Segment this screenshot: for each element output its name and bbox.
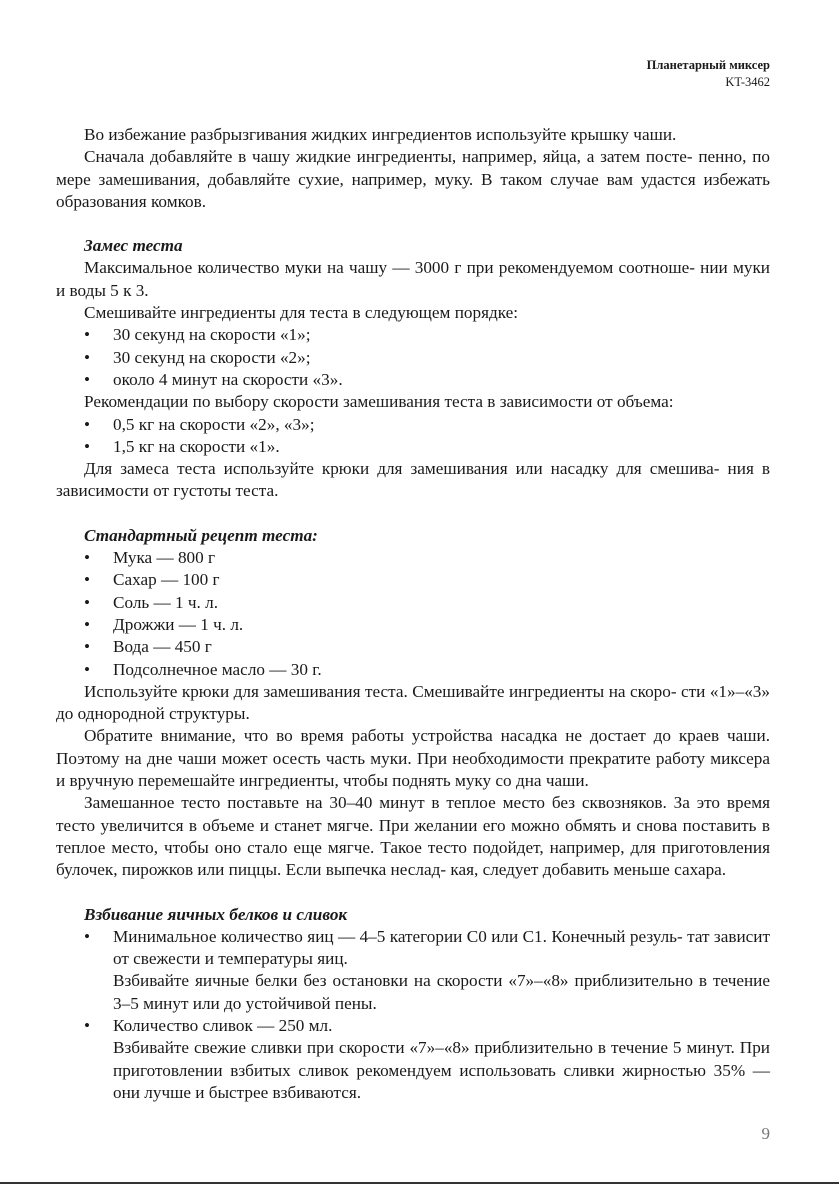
- dough-paragraph: Смешивайте ингредиенты для теста в следующем порядке:: [84, 303, 519, 323]
- dough-heading: Замес теста: [84, 236, 183, 256]
- recipe-paragraph: Замешанное тесто поставьте на 30–40 минут в теплое место без сквозняков. За это время тесто увеличится в объеме и станет мягче. При желании его можно обмять и снова поставить в теплое место, чтобы оно стало еще мягче. Такое тесто подойдет, например, для приготовления булочек, пирожков или пиццы. Если выпечка неслад- кая, следует добавить меньше сахара.: [56, 793, 770, 880]
- product-model: KT-3462: [725, 75, 770, 89]
- product-title: Планетарный миксер: [646, 58, 770, 72]
- dough-paragraph: Для замеса теста используйте крюки для замешивания или насадку для смешива- ния в зависимости от густоты теста.: [56, 459, 770, 501]
- list-item: • Подсолнечное масло — 30 г.: [84, 659, 322, 679]
- intro-paragraph: Во избежание разбрызгивания жидких ингредиентов используйте крышку чаши.: [84, 125, 677, 144]
- intro-paragraph: Сначала добавляйте в чашу жидкие ингредиенты, например, яйца, а затем посте- пенно, по мере замешивания, добавляйте сухие, например, муку. В таком случае вам удастся избежать образования комков.: [56, 147, 770, 211]
- list-item: • Минимальное количество яиц — 4–5 категории С0 или С1. Конечный резуль- тат зависит от свежести и температуры яиц. Взбивайте яичные белки без остановки на скорости «7»–«8» приблизительно в течение 3–5 минут или до устойчивой пены.: [84, 926, 770, 1013]
- bottom-divider: [0, 1182, 839, 1184]
- list-item: • 30 секунд на скорости «2»;: [84, 347, 311, 367]
- list-item: • 30 секунд на скорости «1»;: [84, 325, 311, 345]
- recipe-paragraph: Используйте крюки для замешивания теста. Смешивайте ингредиенты на скоро- сти «1»–«3» до однородной структуры.: [56, 681, 770, 724]
- whip-heading: Взбивание яичных белков и сливок: [84, 904, 348, 924]
- page-content: [56, 124, 770, 1104]
- list-item: • Соль — 1 ч. л.: [84, 592, 219, 612]
- dough-paragraph: Максимальное количество муки на чашу — 3000 г при рекомендуемом соотноше- нии муки и воды 5 к 3.: [56, 258, 770, 300]
- recipe-paragraph: Обратите внимание, что во время работы устройства насадка не достает до краев чаши. Поэтому на дне чаши может осесть часть муки. При необходимости прекратите работу миксера и вручную перемешайте ингредиенты, чтобы поднять муку со дна чаши.: [56, 726, 770, 791]
- dough-order-list: [56, 324, 770, 391]
- page-number: 9: [761, 1124, 770, 1143]
- list-item: • Вода — 450 г: [84, 637, 212, 657]
- list-item: • Мука — 800 г: [84, 548, 216, 568]
- whip-list: [56, 926, 770, 1104]
- recipe-ingredients-list: [56, 547, 770, 681]
- dough-speed-list: [56, 414, 770, 459]
- recipe-heading: Стандартный рецепт теста:: [84, 525, 318, 545]
- page-header: [647, 57, 770, 90]
- list-item: • Сахар — 100 г: [84, 570, 220, 590]
- list-item: • Количество сливок — 250 мл. Взбивайте свежие сливки при скорости «7»–«8» приблизительно в течение 5 минут. При приготовлении взбитых сливок рекомендуем использовать сливки жирностью 35% — они лучше и быстрее взбиваются.: [84, 1015, 770, 1102]
- list-item: • 0,5 кг на скорости «2», «3»;: [84, 414, 315, 434]
- list-item: • около 4 минут на скорости «3».: [84, 369, 343, 389]
- list-item: • Дрожжи — 1 ч. л.: [84, 614, 244, 634]
- list-item: • 1,5 кг на скорости «1».: [84, 436, 280, 456]
- dough-paragraph: Рекомендации по выбору скорости замешивания теста в зависимости от объема:: [84, 392, 674, 412]
